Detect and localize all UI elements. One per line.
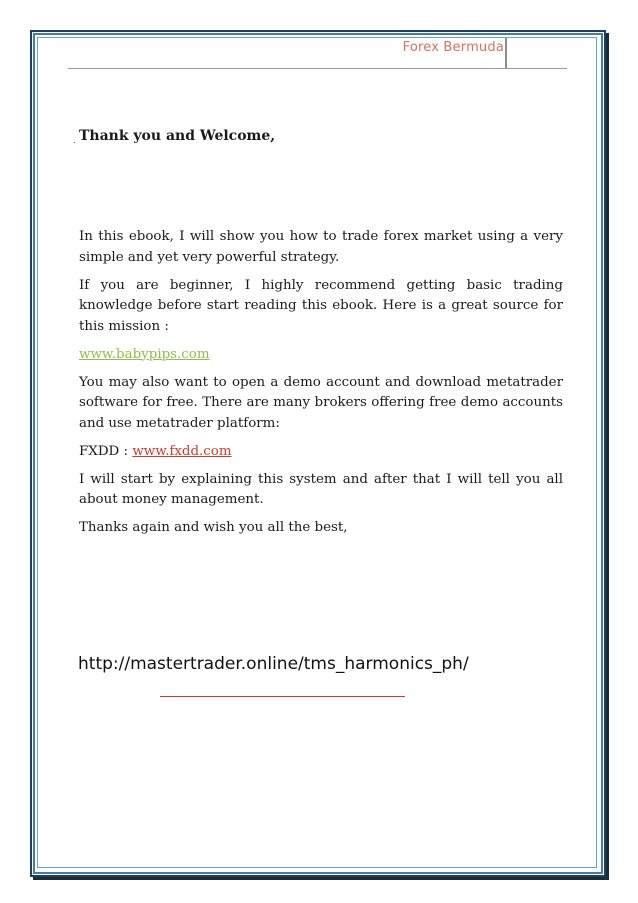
paragraph-intro: In this ebook, I will show you how to trade forex market using a very simple and yet very powerful strategy. xyxy=(79,229,563,265)
body-content xyxy=(79,227,563,546)
paragraph-fxdd xyxy=(79,442,563,463)
header-rule xyxy=(68,68,567,69)
paragraph-demo-account: You may also want to open a demo account and download metatrader software for free. There are many brokers offering free demo accounts and use metatrader platform: xyxy=(79,374,563,431)
footer-url-link[interactable]: http://mastertrader.online/tms_harmonics_ph/ xyxy=(78,654,469,674)
header-title: Forex Bermuda xyxy=(402,40,504,55)
footer-url-underline xyxy=(160,696,405,697)
paragraph-thanks: Thanks again and wish you all the best, xyxy=(79,520,348,535)
babypips-link[interactable]: www.babypips.com xyxy=(79,346,210,362)
paragraph-babypips xyxy=(79,345,563,366)
fxdd-link[interactable]: www.fxdd.com xyxy=(132,443,232,459)
header-divider-tick xyxy=(505,38,507,69)
paragraph-beginner: If you are beginner, I highly recommend getting basic trading knowledge before start reading this ebook. Here is a great source for this mission : xyxy=(79,277,563,334)
greeting-bullet-mark: . xyxy=(73,136,76,145)
greeting-heading: Thank you and Welcome, xyxy=(79,128,276,144)
paragraph-explaining: I will start by explaining this system and after that I will tell you all about money management. xyxy=(79,471,563,507)
fxdd-label: FXDD : xyxy=(79,443,133,459)
